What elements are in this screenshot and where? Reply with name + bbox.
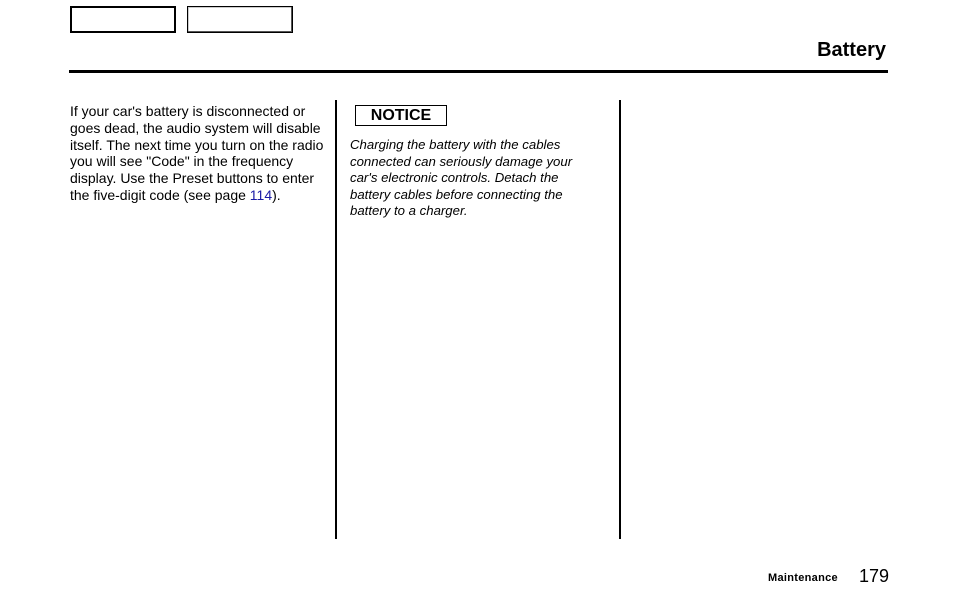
body-paragraph [70,103,328,204]
notice-text: Charging the battery with the cables connected can seriously damage your car's electronic controls. Detach the battery cables before connecting the battery to a charger. [350,137,573,219]
nav-button-second[interactable] [187,6,293,33]
page-number: 179 [859,566,890,586]
footer-section-name: Maintenance [768,572,838,584]
paragraph-text: If your car's battery is disconnected or goes dead, the audio system will disable itself. The next time you turn on the radio you will see "Code" in the frequency display. Use the Preset buttons to enter the five-digit code (see page [70,103,324,203]
paragraph-end: ). [272,186,281,203]
column-divider [335,100,337,539]
title-divider [69,70,888,73]
notice-label: NOTICE [355,105,447,126]
column-divider [619,100,621,539]
page-reference-link[interactable]: 114 [249,186,273,203]
nav-button-first[interactable] [70,6,176,33]
page-title: Battery [817,39,886,61]
